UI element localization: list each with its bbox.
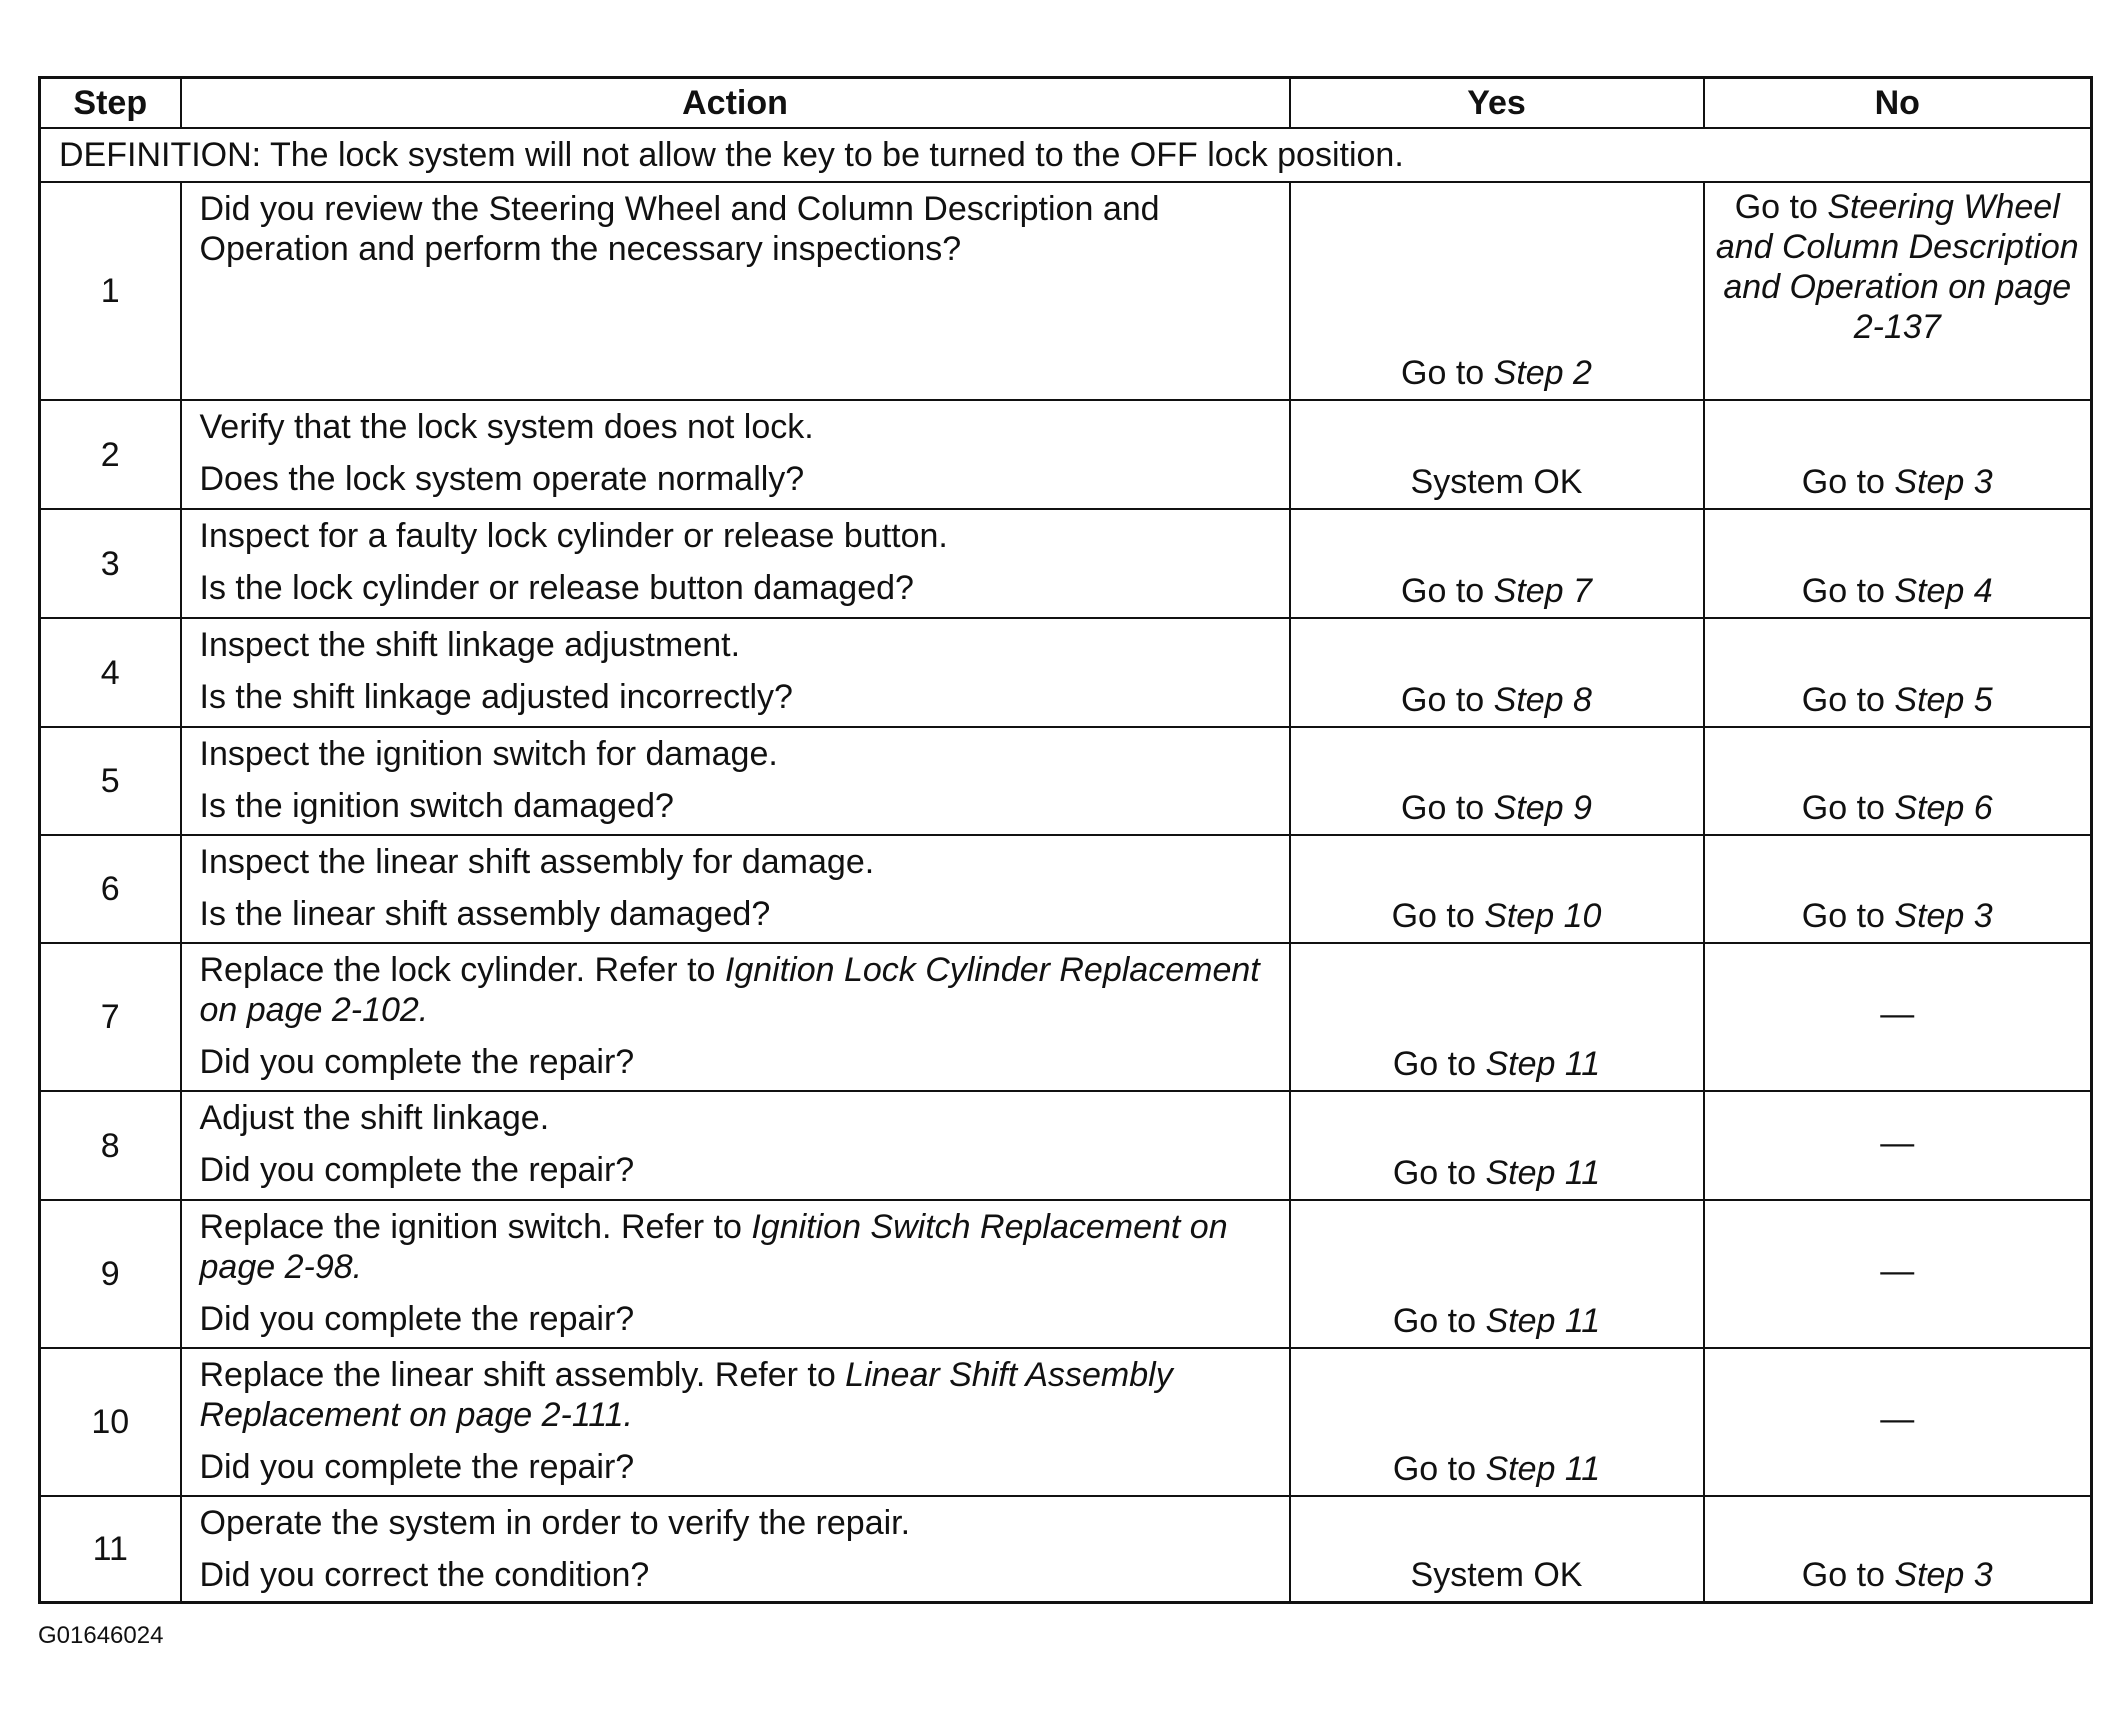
action-instruction bbox=[200, 1207, 1275, 1287]
action-instruction: Inspect for a faulty lock cylinder or release button. bbox=[199, 517, 948, 555]
no-prefix: Go to bbox=[1734, 188, 1828, 226]
header-step: Step bbox=[40, 78, 181, 129]
yes-step-link: Step 11 bbox=[1485, 1450, 1601, 1488]
action-text bbox=[181, 618, 1290, 727]
action-text bbox=[181, 509, 1290, 618]
yes-result bbox=[1290, 727, 1704, 835]
no-prefix: Go to bbox=[1801, 572, 1895, 610]
yes-prefix: Go to bbox=[1392, 1302, 1486, 1340]
step-number: 4 bbox=[40, 618, 181, 727]
yes-prefix: Go to bbox=[1401, 681, 1494, 719]
table-row bbox=[40, 182, 2092, 400]
yes-prefix: Go to bbox=[1392, 1450, 1486, 1488]
action-text bbox=[181, 1348, 1290, 1496]
yes-result bbox=[1290, 1091, 1704, 1200]
action-question: Is the lock cylinder or release button damaged? bbox=[199, 569, 914, 607]
yes-result bbox=[1290, 1200, 1704, 1348]
yes-step-link: Step 2 bbox=[1493, 354, 1592, 392]
no-result bbox=[1704, 400, 2092, 509]
no-step-link: Step 3 bbox=[1894, 1556, 1993, 1594]
step-number: 10 bbox=[40, 1348, 181, 1496]
yes-step-link: Step 11 bbox=[1485, 1154, 1601, 1192]
no-prefix: Go to bbox=[1801, 681, 1895, 719]
action-instruction-text: Replace the ignition switch. Refer to bbox=[199, 1208, 752, 1246]
step-number: 9 bbox=[40, 1200, 181, 1348]
table-row bbox=[40, 1200, 2092, 1348]
yes-result bbox=[1290, 835, 1704, 943]
no-result-dash: — bbox=[1704, 943, 2092, 1091]
yes-prefix: Go to bbox=[1392, 1154, 1486, 1192]
yes-result: System OK bbox=[1290, 400, 1704, 509]
action-instruction bbox=[200, 1355, 1275, 1435]
header-yes: Yes bbox=[1290, 78, 1704, 129]
no-step-link: Step 4 bbox=[1894, 572, 1993, 610]
header-row bbox=[40, 78, 2092, 129]
yes-result bbox=[1290, 182, 1704, 400]
yes-result: System OK bbox=[1290, 1496, 1704, 1603]
action-text bbox=[181, 727, 1290, 835]
yes-result bbox=[1290, 1348, 1704, 1496]
yes-step-link: Step 10 bbox=[1484, 897, 1602, 935]
action-instruction bbox=[200, 950, 1275, 1030]
yes-prefix: Go to bbox=[1401, 354, 1494, 392]
definition-text: DEFINITION: The lock system will not allow the key to be turned to the OFF lock position. bbox=[40, 128, 2092, 182]
table-row bbox=[40, 618, 2092, 727]
action-text bbox=[181, 943, 1290, 1091]
no-result bbox=[1704, 835, 2092, 943]
yes-result bbox=[1290, 943, 1704, 1091]
yes-result bbox=[1290, 509, 1704, 618]
action-text bbox=[181, 1496, 1290, 1603]
no-prefix: Go to bbox=[1801, 897, 1895, 935]
no-reference-link: Steering Wheel and Column Description and Operation on page 2-137 bbox=[1715, 188, 2079, 346]
action-question: Is the linear shift assembly damaged? bbox=[199, 895, 771, 933]
action-text bbox=[181, 1200, 1290, 1348]
action-line: Did you review the Steering Wheel and Column Description and Operation and perform the necessary inspections? bbox=[199, 190, 1160, 268]
yes-prefix: Go to bbox=[1401, 789, 1494, 827]
action-question: Is the shift linkage adjusted incorrectly? bbox=[199, 678, 793, 716]
action-question: Did you complete the repair? bbox=[199, 1300, 635, 1338]
action-text bbox=[181, 1091, 1290, 1200]
no-prefix: Go to bbox=[1801, 1556, 1895, 1594]
no-step-link: Step 5 bbox=[1894, 681, 1993, 719]
no-prefix: Go to bbox=[1801, 789, 1895, 827]
action-instruction-text: Replace the linear shift assembly. Refer to bbox=[199, 1356, 846, 1394]
action-instruction: Operate the system in order to verify the repair. bbox=[199, 1504, 911, 1542]
action-question: Does the lock system operate normally? bbox=[199, 460, 805, 498]
table-row bbox=[40, 943, 2092, 1091]
action-instruction: Inspect the linear shift assembly for damage. bbox=[199, 843, 875, 881]
yes-step-link: Step 7 bbox=[1493, 572, 1592, 610]
header-no: No bbox=[1704, 78, 2092, 129]
no-step-link: Step 3 bbox=[1894, 463, 1993, 501]
yes-prefix: Go to bbox=[1401, 572, 1494, 610]
table-row bbox=[40, 1348, 2092, 1496]
no-result bbox=[1704, 618, 2092, 727]
yes-prefix: Go to bbox=[1391, 897, 1485, 935]
step-number: 7 bbox=[40, 943, 181, 1091]
step-number: 5 bbox=[40, 727, 181, 835]
figure-code: G01646024 bbox=[38, 1622, 164, 1649]
yes-step-link: Step 8 bbox=[1493, 681, 1592, 719]
action-question: Is the ignition switch damaged? bbox=[199, 787, 674, 825]
action-text bbox=[181, 182, 1290, 400]
yes-prefix: Go to bbox=[1392, 1045, 1486, 1083]
action-question: Did you complete the repair? bbox=[199, 1043, 635, 1081]
table-row bbox=[40, 400, 2092, 509]
table-row bbox=[40, 1496, 2092, 1603]
table-row bbox=[40, 835, 2092, 943]
table-row bbox=[40, 1091, 2092, 1200]
action-question: Did you correct the condition? bbox=[199, 1556, 650, 1594]
no-step-link: Step 3 bbox=[1894, 897, 1993, 935]
procedure-reference-link: Ignition Switch Replacement on page 2-98. bbox=[199, 1208, 1228, 1286]
diagnostic-table bbox=[38, 76, 2093, 1604]
no-result bbox=[1704, 509, 2092, 618]
action-instruction-text: Replace the lock cylinder. Refer to bbox=[199, 951, 725, 989]
action-instruction: Verify that the lock system does not lock. bbox=[199, 408, 814, 446]
procedure-reference-link: Linear Shift Assembly Replacement on page 2-111. bbox=[199, 1356, 1173, 1434]
no-prefix: Go to bbox=[1801, 463, 1895, 501]
action-instruction: Inspect the ignition switch for damage. bbox=[199, 735, 778, 773]
yes-step-link: Step 11 bbox=[1485, 1302, 1601, 1340]
action-instruction: Adjust the shift linkage. bbox=[199, 1099, 550, 1137]
step-number: 11 bbox=[40, 1496, 181, 1603]
step-number: 6 bbox=[40, 835, 181, 943]
action-instruction: Inspect the shift linkage adjustment. bbox=[199, 626, 741, 664]
step-number: 2 bbox=[40, 400, 181, 509]
no-result bbox=[1704, 727, 2092, 835]
action-question: Did you complete the repair? bbox=[199, 1151, 635, 1189]
yes-step-link: Step 9 bbox=[1493, 789, 1592, 827]
action-text bbox=[181, 835, 1290, 943]
yes-result bbox=[1290, 618, 1704, 727]
action-text bbox=[181, 400, 1290, 509]
definition-row bbox=[40, 128, 2092, 182]
procedure-reference-link: Ignition Lock Cylinder Replacement on page 2-102. bbox=[199, 951, 1260, 1029]
no-result bbox=[1704, 182, 2092, 400]
step-number: 1 bbox=[40, 182, 181, 400]
step-number: 3 bbox=[40, 509, 181, 618]
step-number: 8 bbox=[40, 1091, 181, 1200]
no-step-link: Step 6 bbox=[1894, 789, 1993, 827]
table-row bbox=[40, 727, 2092, 835]
no-result bbox=[1704, 1496, 2092, 1603]
header-action: Action bbox=[181, 78, 1290, 129]
table-row bbox=[40, 509, 2092, 618]
yes-step-link: Step 11 bbox=[1485, 1045, 1601, 1083]
action-question: Did you complete the repair? bbox=[199, 1448, 635, 1486]
no-result-dash: — bbox=[1704, 1200, 2092, 1348]
no-result-dash: — bbox=[1704, 1091, 2092, 1200]
no-result-dash: — bbox=[1704, 1348, 2092, 1496]
